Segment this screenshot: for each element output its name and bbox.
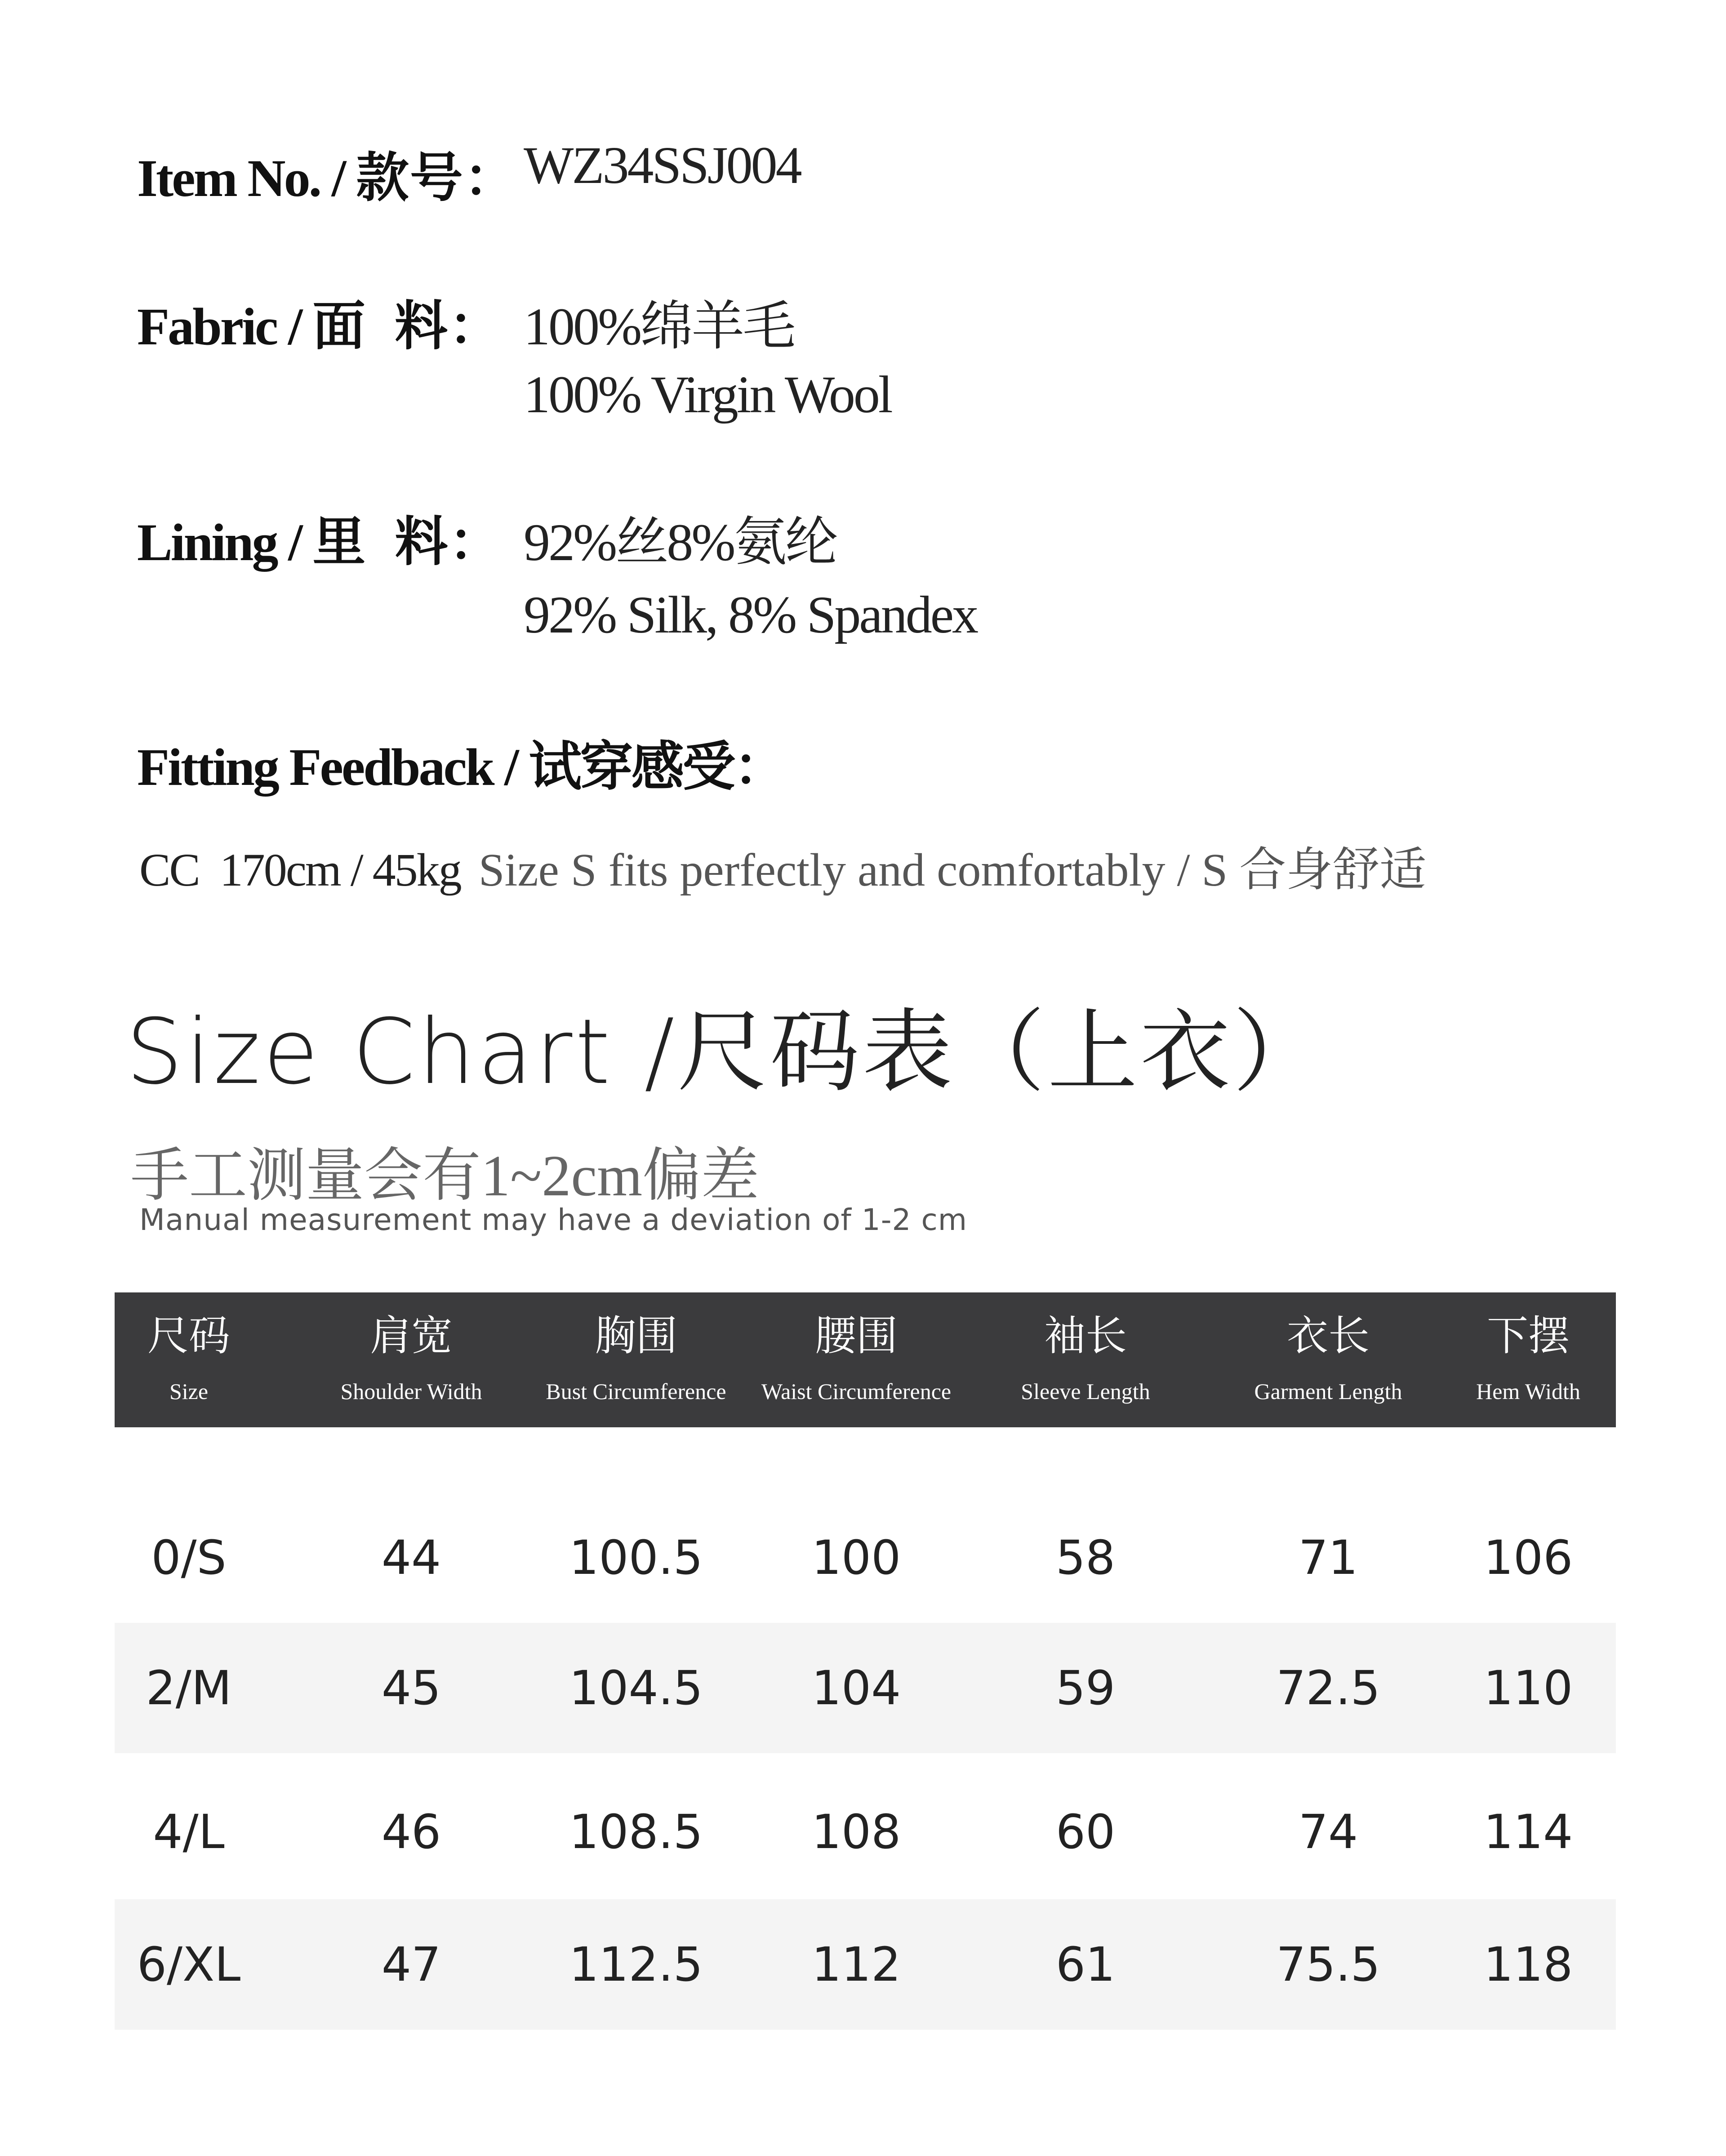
- cell-waist: 112: [811, 1937, 901, 1992]
- lining-label-en: Lining /: [137, 513, 301, 572]
- table-row: [115, 1899, 1616, 2030]
- lining-value-cn: 92%丝8%氨纶: [524, 513, 836, 572]
- header-sleeve-en: Sleeve Length: [1021, 1379, 1150, 1404]
- cell-size: 0/S: [151, 1530, 227, 1585]
- lining-label-cn: 里 料：: [312, 513, 503, 572]
- cell-sleeve: 59: [1055, 1661, 1116, 1715]
- header-shoulder-width-en: Shoulder Width: [340, 1379, 482, 1404]
- item-no-label-cn: 款号：: [356, 149, 518, 208]
- header-bust-circumference: [528, 1292, 744, 1427]
- table-row: [115, 1623, 1616, 1753]
- cell-bust: 104.5: [569, 1661, 703, 1715]
- lining-label: [137, 499, 503, 575]
- fabric-label: [137, 283, 503, 360]
- header-sleeve-cn: 袖长: [1044, 1312, 1127, 1360]
- header-hem-width: [1445, 1292, 1611, 1427]
- cell-hem: 118: [1483, 1937, 1573, 1992]
- fabric-label-cn: 面 料：: [312, 297, 503, 356]
- header-hem-en: Hem Width: [1476, 1379, 1580, 1404]
- cell-garment: 75.5: [1276, 1937, 1380, 1992]
- cell-waist: 104: [811, 1661, 901, 1715]
- item-no-label-en: Item No. /: [137, 149, 345, 208]
- header-sleeve-length: [987, 1292, 1184, 1427]
- header-garment-en: Garment Length: [1254, 1379, 1402, 1404]
- item-no-label: [137, 135, 518, 211]
- fitting-note: Size S fits perfectly and comfortably / S 合身舒适: [478, 844, 1427, 896]
- cell-garment: 74: [1298, 1804, 1358, 1859]
- cell-shoulder-width: 44: [381, 1530, 441, 1585]
- cell-garment: 71: [1298, 1530, 1358, 1585]
- item-no-value: WZ34SSJ004: [524, 136, 801, 195]
- fitting-model: CC 170cm / 45kg: [139, 844, 461, 896]
- header-waist-circumference: [748, 1292, 964, 1427]
- header-bust-en: Bust Circumference: [546, 1379, 726, 1404]
- cell-shoulder-width: 46: [381, 1804, 441, 1859]
- cell-hem: 106: [1483, 1530, 1573, 1585]
- fitting-feedback-line: [139, 832, 1426, 899]
- header-bust-cn: 胸围: [594, 1312, 677, 1360]
- header-garment-cn: 衣长: [1286, 1312, 1370, 1360]
- header-shoulder-width-cn: 肩宽: [369, 1312, 453, 1360]
- cell-size: 2/M: [146, 1661, 232, 1715]
- cell-bust: 112.5: [569, 1937, 703, 1992]
- cell-sleeve: 60: [1055, 1804, 1116, 1859]
- table-row: [115, 1767, 1616, 1897]
- size-chart-note-en: Manual measurement may have a deviation of 1-2 cm: [139, 1203, 968, 1237]
- header-hem-cn: 下摆: [1486, 1312, 1570, 1360]
- header-size-en: Size: [169, 1379, 209, 1404]
- cell-shoulder-width: 45: [381, 1661, 441, 1715]
- header-size-cn: 尺码: [147, 1312, 230, 1360]
- cell-hem: 114: [1483, 1804, 1573, 1859]
- size-chart-title: Size Chart /尺码表（上衣）: [126, 1000, 1326, 1105]
- cell-sleeve: 61: [1055, 1937, 1116, 1992]
- cell-size: 4/L: [153, 1804, 225, 1859]
- cell-size: 6/XL: [137, 1937, 241, 1992]
- fitting-feedback-label: Fitting Feedback / 试穿感受：: [137, 738, 785, 797]
- header-garment-length: [1225, 1292, 1432, 1427]
- fabric-value-cn: 100%绵羊毛: [524, 297, 794, 356]
- cell-bust: 108.5: [569, 1804, 703, 1859]
- cell-bust: 100.5: [569, 1530, 703, 1585]
- header-shoulder-width: [308, 1292, 515, 1427]
- header-size: [115, 1292, 263, 1427]
- size-chart-note-cn: 手工测量会有1~2cm偏差: [130, 1144, 760, 1208]
- lining-value-en: 92% Silk, 8% Spandex: [524, 585, 977, 644]
- fabric-value-en: 100% Virgin Wool: [524, 365, 891, 424]
- cell-shoulder-width: 47: [381, 1937, 441, 1992]
- cell-waist: 100: [811, 1530, 901, 1585]
- header-waist-cn: 腰围: [814, 1312, 898, 1360]
- cell-hem: 110: [1483, 1661, 1573, 1715]
- cell-waist: 108: [811, 1804, 901, 1859]
- cell-sleeve: 58: [1055, 1530, 1116, 1585]
- header-waist-en: Waist Circumference: [761, 1379, 952, 1404]
- size-table-header: [115, 1292, 1616, 1427]
- fabric-label-en: Fabric /: [137, 297, 301, 356]
- table-row: [115, 1492, 1616, 1623]
- cell-garment: 72.5: [1276, 1661, 1380, 1715]
